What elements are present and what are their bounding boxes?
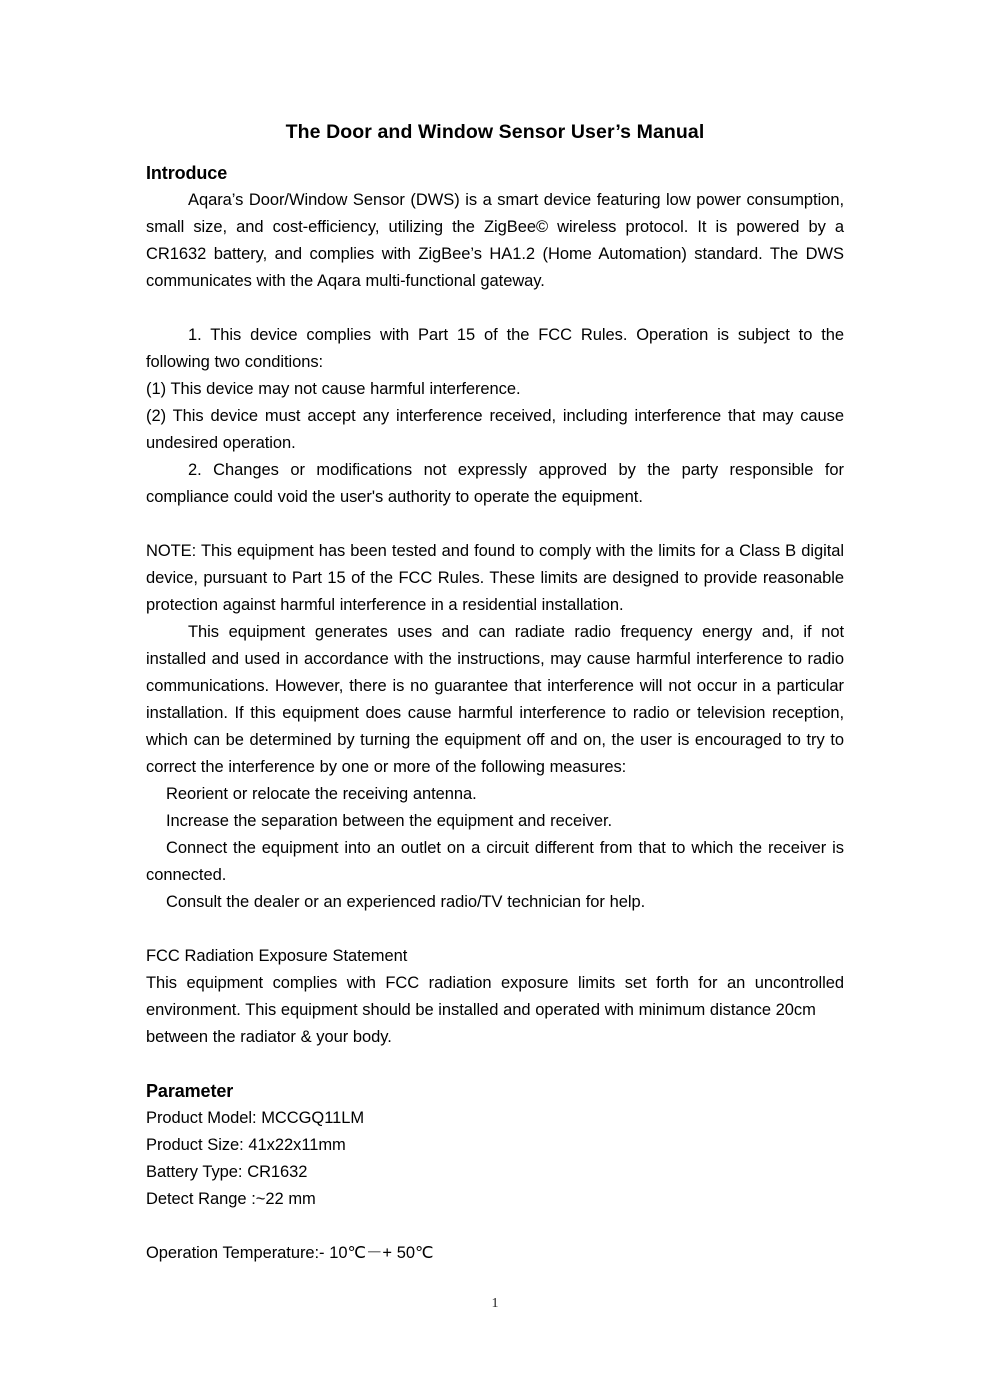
parameter-spec-item: Product Model: MCCGQ11LM [146,1109,365,1127]
parameter-operation-temperature: Operation Temperature:- 10℃－+ 50℃ [146,1244,434,1262]
spacer [146,1213,844,1240]
spacer [146,916,844,943]
note-measure-item: Increase the separation between the equipment and receiver. [166,812,613,830]
spacer [146,295,844,322]
page-number: 1 [491,1296,499,1311]
page-title: The Door and Window Sensor User’s Manual [285,121,705,143]
section-heading-introduce: Introduce [146,163,228,183]
spacer [146,511,844,538]
fcc-compliance-condition-2: (2) This device must accept any interference received, including interference that may cause undesired operation. [146,407,844,452]
radiation-exposure-heading: FCC Radiation Exposure Statement [146,947,408,965]
parameter-spec-item: Battery Type: CR1632 [146,1163,308,1181]
note-paragraph-1: NOTE: This equipment has been tested and found to comply with the limits for a Class B digital device, pursuant to Part 15 of the FCC Rules. These limits are designed to provide reasonable protection against harmful interference in a residential installation. [146,542,844,614]
note-measure-item: Reorient or relocate the receiving antenna. [166,785,477,803]
fcc-compliance-condition-1: (1) This device may not cause harmful interference. [146,380,521,398]
parameter-spec-item: Detect Range :~22 mm [146,1190,316,1208]
section-heading-parameter: Parameter [146,1081,234,1101]
radiation-exposure-paragraph: This equipment complies with FCC radiation exposure limits set forth for an uncontrolled environment. This equipment should be installed and operated with minimum distance 20cm [146,974,844,1019]
note-measure-item: Connect the equipment into an outlet on a circuit different from that to which the receiver is connected. [146,839,844,884]
document-body [146,118,844,1267]
fcc-compliance-item-1: 1. This device complies with Part 15 of the FCC Rules. Operation is subject to the following two conditions: [146,326,844,371]
fcc-compliance-item-2: 2. Changes or modifications not expressly approved by the party responsible for compliance could void the user's authority to operate the equipment. [146,461,844,506]
parameter-spec-item: Product Size: 41x22x11mm [146,1136,346,1154]
note-paragraph-2: This equipment generates uses and can radiate radio frequency energy and, if not installed and used in accordance with the instructions, may cause harmful interference to radio communications. However, there is no guarantee that interference will not occur in a particular installation. If this equipment does cause harmful interference to radio or television reception, which can be determined by turning the equipment off and on, the user is encouraged to try to correct the interference by one or more of the following measures: [146,623,844,776]
introduce-paragraph: Aqara’s Door/Window Sensor (DWS) is a smart device featuring low power consumption, small size, and cost-efficiency, utilizing the ZigBee© wireless protocol. It is powered by a CR1632 battery, and complies with ZigBee’s HA1.2 (Home Automation) standard. The DWS communicates with the Aqara multi-functional gateway. [146,191,844,290]
spacer [146,1051,844,1078]
note-measure-item: Consult the dealer or an experienced radio/TV technician for help. [166,893,646,911]
radiation-exposure-closing-line: between the radiator & your body. [146,1028,392,1046]
